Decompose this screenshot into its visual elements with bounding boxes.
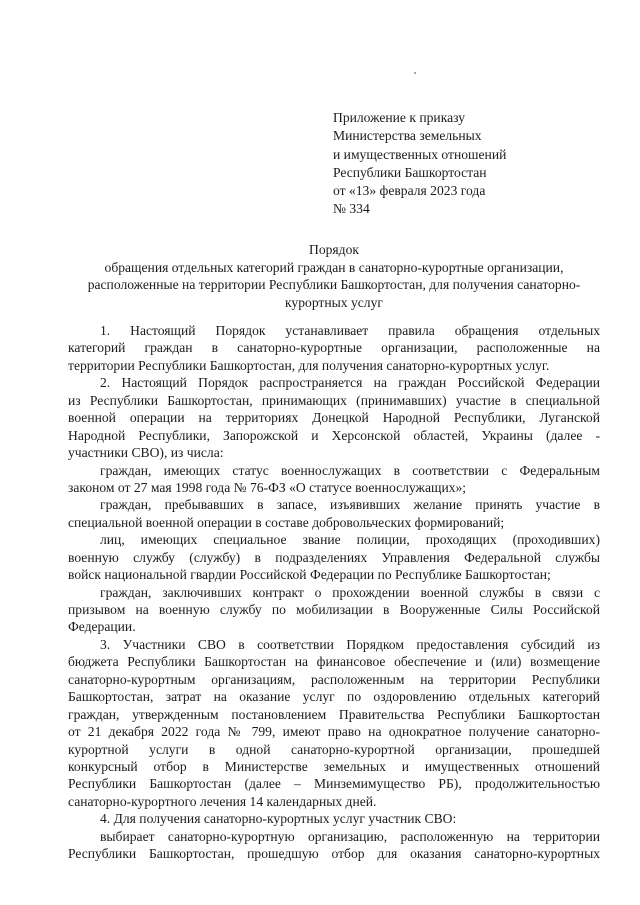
body-line: из Республики Башкортостан, принимающих (принимавших) участие в специальной [68, 392, 600, 408]
appendix-line: Приложение к приказу [333, 110, 466, 125]
title-line: расположенные на территории Республики Башкортостан, для получения санаторно- [87, 277, 581, 293]
body-line: 2. Настоящий Порядок распространяется на граждан Российской Федерации [100, 375, 600, 391]
body-line: военную службу (службу) в подразделениях Управления Федеральной службы [68, 549, 600, 565]
body-line: от 21 декабря 2022 года № 799, имеют право на однократное получение санаторно- [68, 724, 600, 740]
body-line: 4. Для получения санаторно-курортных услуг участник СВО: [100, 811, 457, 827]
appendix-line: № 334 [333, 201, 370, 217]
body-line: 3. Участники СВО в соответствии Порядком предоставления субсидий из [100, 636, 600, 652]
body-line: лиц, имеющих специальное звание полиции, проходящих (проходивших) [100, 532, 600, 548]
appendix-line: Республики Башкортостан [333, 164, 487, 180]
title-heading: Порядок [309, 242, 359, 257]
title-line: обращения отдельных категорий граждан в санаторно-курортные организации, [104, 259, 564, 275]
body-line: курортной услуги в одной санаторно-курортной организации, прошедшей [68, 741, 600, 757]
body-line: категорий граждан в санаторно-курортные организации, расположенные на [68, 340, 600, 356]
body-line: законом от 27 мая 1998 года № 76-ФЗ «О статусе военнослужащих»; [68, 479, 467, 495]
appendix-line: Министерства земельных [333, 128, 482, 144]
body-line: Федерации. [68, 619, 136, 635]
appendix-line: от «13» февраля 2023 года [333, 183, 486, 199]
body-line: санаторно-курортным организациям, расположенным на территории Республики [68, 671, 600, 687]
body-line: конкурсный отбор в Министерстве земельных и имущественных отношений [68, 758, 600, 774]
body-line: участники СВО), из числа: [68, 445, 224, 461]
body-line: Республики Башкортостан, прошедшую отбор для оказания санаторно-курортных [68, 846, 600, 862]
appendix-block [333, 109, 506, 219]
body-line: специальной военной операции в составе добровольческих формирований; [68, 514, 505, 530]
document-title [56, 241, 612, 311]
body-line: выбирает санаторно-курортную организацию, расположенную на территории [100, 828, 600, 844]
document-body [68, 322, 600, 863]
body-line: санаторно-курортного лечения 14 календарных дней. [68, 793, 377, 809]
body-line: граждан, утвержденным постановлением Правительства Республики Башкортостан [68, 706, 600, 722]
body-line: Башкортостан, затрат на оказание услуг по оздоровлению отдельных категорий [68, 689, 600, 705]
title-line: курортных услуг [285, 294, 383, 310]
body-line: военной операции на территориях Донецкой Народной Республики, Луганской [68, 410, 600, 426]
body-line: Народной Республики, Запорожской и Херсонской областей, Украины (далее - [68, 427, 600, 443]
body-line: бюджета Республики Башкортостан на финансовое обеспечение и (или) возмещение [68, 654, 600, 670]
body-line: граждан, имеющих статус военнослужащих в соответствии с Федеральным [100, 462, 600, 478]
body-line: войск национальной гвардии Российской Федерации по Республике Башкортостан; [68, 567, 551, 583]
body-line: Республики Башкортостан (далее – Минземимущество РБ), продолжительностью [68, 776, 600, 792]
scan-speck [414, 72, 416, 74]
appendix-line: и имущественных отношений [333, 146, 507, 162]
body-line: граждан, заключивших контракт о прохождении военной службы в связи с [100, 584, 600, 600]
body-line: призывом на военную службу по мобилизации в Вооруженные Силы Российской [68, 602, 600, 617]
body-line: территории Республики Башкортостан, для получения санаторно-курортных услуг. [68, 357, 550, 373]
body-line: 1. Настоящий Порядок устанавливает правила обращения отдельных [100, 323, 600, 338]
body-line: граждан, пребывавших в запасе, изъявивших желание принять участие в [100, 497, 600, 513]
